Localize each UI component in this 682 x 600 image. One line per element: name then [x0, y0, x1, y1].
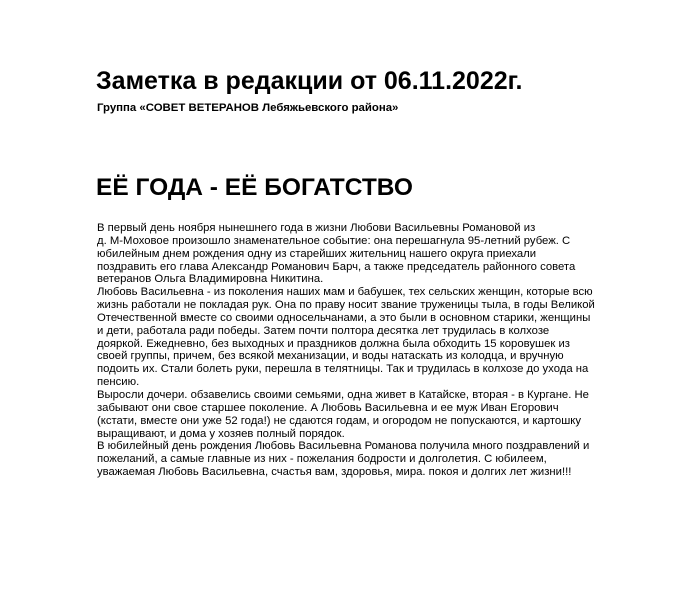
body-line: Любовь Васильевна - из поколения наших мам и бабушек, тех сельских женщин, которые всю: [97, 286, 593, 299]
body-line: Отечественной вместе со своими односельчанами, а это были в основном старики, женщины: [97, 311, 591, 324]
body-line: Выросли дочери. обзавелись своими семьями, одна живет в Катайске, вторая - в Кургане. Не: [97, 388, 589, 401]
body-line: жизнь работали не покладая рук. Она по праву носит звание труженицы тыла, в годы Великой: [97, 299, 595, 312]
body-line: дояркой. Ежедневно, без выходных и праздников должна была обходить 15 коровушек из: [97, 337, 570, 350]
document-title: Заметка в редакции от 06.11.2022г.: [96, 67, 523, 95]
body-line: ветеранов Ольга Владимировна Никитина.: [97, 273, 324, 286]
document-subtitle: Группа «СОВЕТ ВЕТЕРАНОВ Лебяжьевского района»: [97, 102, 399, 114]
article-body: [97, 222, 637, 479]
body-line: своей группы, причем, без всякой механизации, и воды натаскать из колодца, и вручную: [97, 350, 564, 363]
body-line: пенсию.: [97, 376, 140, 389]
body-line: юбилейным днем рождения одну из старейших жительниц нашего округа приехали: [97, 247, 537, 260]
body-line: подоить их. Стали болеть руки, перешла в телятницы. Так и трудилась в колхозе до ухода на: [97, 363, 589, 376]
body-line: В юбилейный день рождения Любовь Васильевна Романова получила много поздравлений и: [97, 440, 590, 453]
body-line: поздравить его глава Александр Романович Барч, а также председатель районного совета: [97, 260, 576, 273]
body-line: выращивают, и дома у хозяев полный порядок.: [97, 427, 345, 440]
body-line: пожеланий, а самые главные из них - пожелания бодрости и долголетия. С юбилеем,: [97, 453, 547, 466]
body-line: уважаемая Любовь Васильевна, счастья вам, здоровья, мира. покоя и долгих лет жизни!!!: [97, 466, 572, 479]
body-line: забывают они свое старшее поколение. А Любовь Васильевна и ее муж Иван Егорович: [97, 401, 559, 414]
article-headline: ЕЁ ГОДА - ЕЁ БОГАТСТВО: [96, 174, 413, 201]
body-line: (кстати, вместе они уже 52 года!) не сдаются годам, и огородом не попускаются, и картошку: [97, 414, 581, 427]
body-line: д. М-Моховое произошло знаменательное событие: она перешагнула 95-летний рубеж. С: [97, 234, 571, 247]
body-line: В первый день ноября нынешнего года в жизни Любови Васильевны Романовой из: [97, 222, 536, 234]
body-line: и дети, работала ради победы. Затем почти полтора десятка лет трудилась в колхозе: [97, 324, 550, 337]
